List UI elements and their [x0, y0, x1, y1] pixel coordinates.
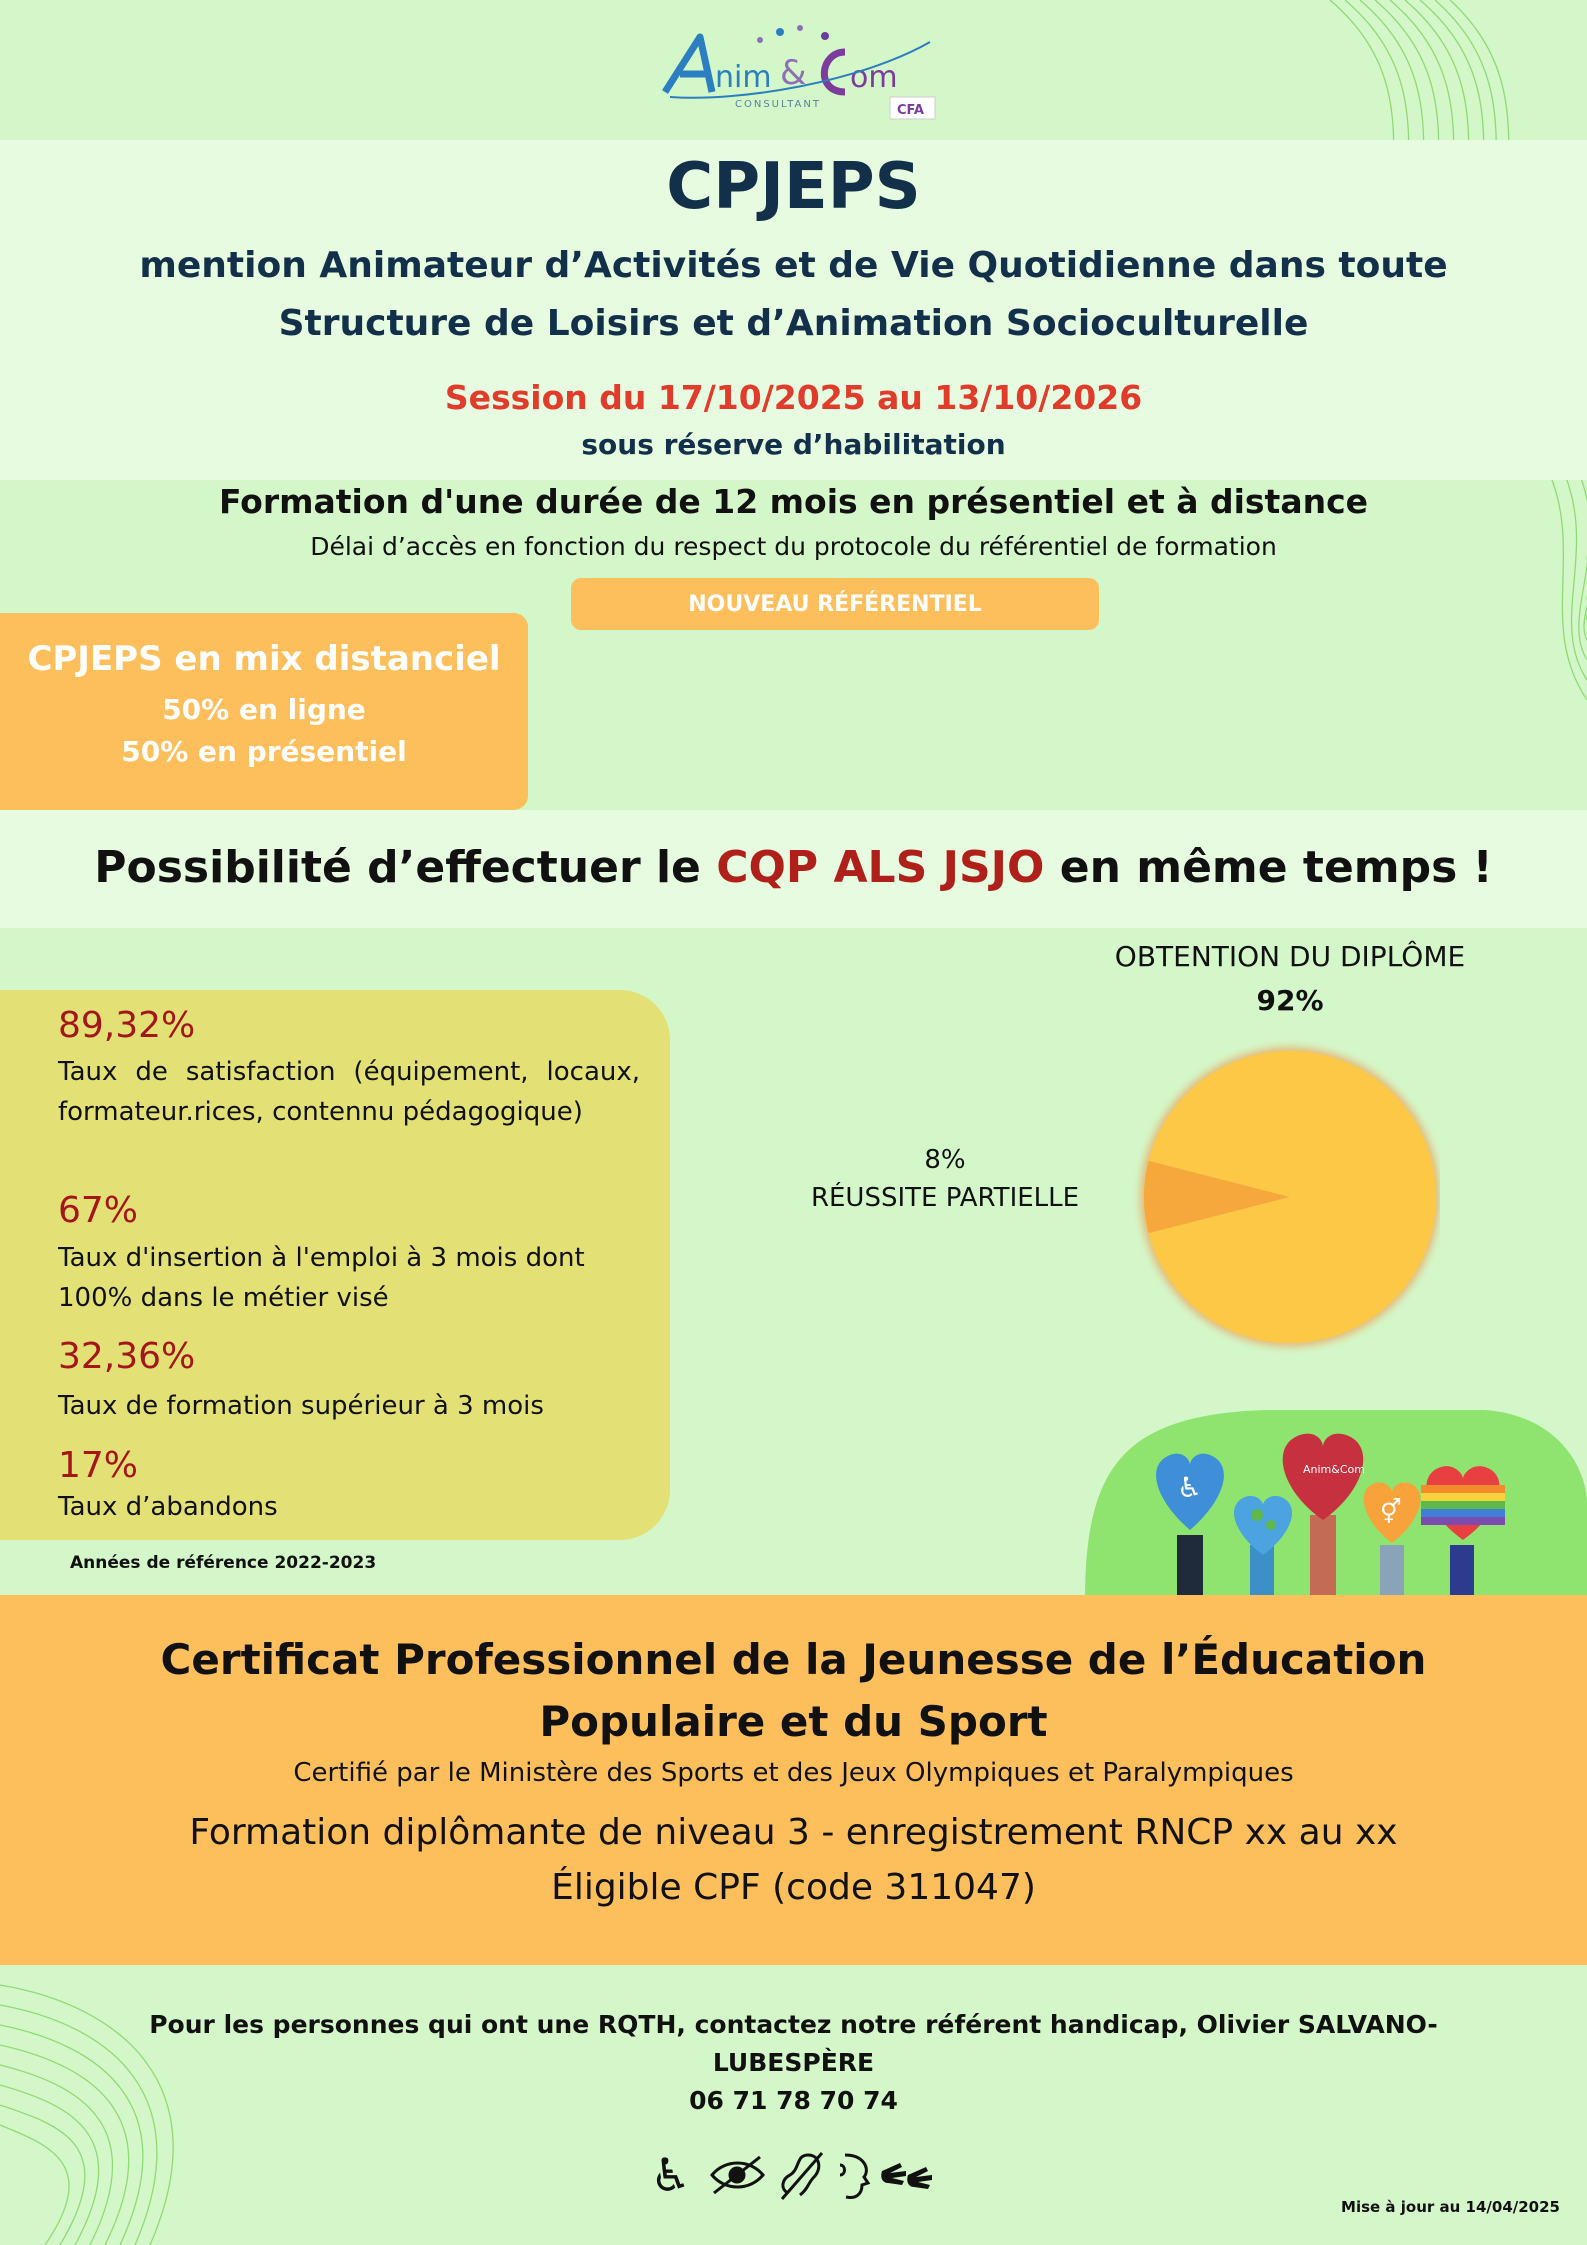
reference-years: Années de référence 2022-2023: [70, 1553, 377, 1573]
wheelchair-icon: [650, 2148, 691, 2202]
svg-text:CONSULTANT: CONSULTANT: [735, 99, 821, 110]
pie-partial-label: RÉUSSITE PARTIELLE: [810, 1183, 1080, 1213]
handicap-phone[interactable]: 06 71 78 70 74: [689, 2086, 898, 2115]
rqth-contact-line-2: LUBESPÈRE: [712, 2048, 875, 2077]
session-dates: Session du 17/10/2025 au 13/10/2026: [444, 378, 1143, 417]
svg-text:Anim&Com: Anim&Com: [1303, 1463, 1365, 1476]
accessibility-icons: [650, 2145, 940, 2205]
mention-line-1: mention Animateur d’Activités et de Vie Quotidienne dans toute: [139, 245, 1448, 286]
stat-satisfaction-label: Taux de satisfaction (équipement, locaux, formateur.rices, contennu pédagogique): [58, 1057, 640, 1127]
svg-text:⚥: ⚥: [1380, 1498, 1402, 1526]
mention-line-2: Structure de Loisirs et d’Animation Socioculturelle: [278, 303, 1309, 344]
access-delay: Délai d’accès en fonction du respect du protocole du référentiel de formation: [310, 532, 1277, 561]
stat-insertion-value: 67%: [58, 1190, 139, 1231]
cognitive-impairment-icon: [840, 2155, 868, 2198]
stat-satisfaction-value: 89,32%: [58, 1005, 196, 1046]
certificate-title-line-1: Certificat Professionnel de la Jeunesse de l’Éducation: [160, 1635, 1427, 1684]
page-title: CPJEPS: [666, 150, 921, 224]
cqp-possibility: [0, 842, 1587, 893]
svg-text:♿: ♿: [1177, 1471, 1203, 1504]
new-referential-badge: NOUVEAU RÉFÉRENTIEL: [571, 578, 1099, 630]
stat-abandon-value: 17%: [58, 1445, 139, 1486]
svg-text:&: &: [780, 53, 807, 93]
stat-insertion-label: Taux d'insertion à l'emploi à 3 mois dont 100% dans le métier visé: [58, 1243, 585, 1313]
hearing-impairment-icon: [782, 2153, 822, 2199]
svg-text:om: om: [850, 60, 898, 95]
mix-distanciel-box: [0, 613, 528, 810]
stat-formation-label: Taux de formation supérieur à 3 mois: [58, 1391, 544, 1421]
habilitation-note: sous réserve d’habilitation: [581, 428, 1006, 461]
sign-language-icon: [881, 2163, 932, 2189]
diversity-hearts-illustration: [1085, 1405, 1587, 1600]
stat-abandon-label: Taux d’abandons: [58, 1492, 278, 1522]
cpf-eligibility: Éligible CPF (code 311047): [551, 1867, 1036, 1908]
cqp-text-after: en même temps !: [1044, 842, 1493, 893]
anim-com-logo: [660, 22, 960, 132]
formation-duration: Formation d'une durée de 12 mois en présentiel et à distance: [218, 482, 1369, 521]
certified-by: Certifié par le Ministère des Sports et des Jeux Olympiques et Paralympiques: [293, 1758, 1294, 1788]
pie-main-percentage: 92%: [1256, 984, 1324, 1017]
mix-presential: 50% en présentiel: [121, 735, 407, 768]
certificate-title-line-2: Populaire et du Sport: [539, 1697, 1048, 1746]
svg-text:CFA: CFA: [897, 103, 924, 118]
visual-impairment-icon: [712, 2157, 763, 2193]
cqp-highlight: CQP ALS JSJO: [716, 842, 1045, 893]
svg-text:♿: ♿: [650, 2148, 692, 2202]
diploma-pie-chart: [1120, 1035, 1440, 1375]
mix-online: 50% en ligne: [162, 693, 366, 726]
certificate-level: Formation diplômante de niveau 3 - enregistrement RNCP xx au xx: [189, 1812, 1398, 1853]
svg-text:nim: nim: [715, 60, 772, 95]
pie-partial-percentage: 8%: [924, 1145, 966, 1175]
pie-title: OBTENTION DU DIPLÔME: [1114, 940, 1466, 973]
stat-formation-value: 32,36%: [58, 1336, 196, 1377]
rqth-contact-line-1: Pour les personnes qui ont une RQTH, contactez notre référent handicap, Olivier SALVANO-: [149, 2010, 1438, 2039]
mix-title: CPJEPS en mix distanciel: [27, 639, 501, 679]
update-date: Mise à jour au 14/04/2025: [1341, 2198, 1560, 2216]
cqp-text-before: Possibilité d’effectuer le: [94, 842, 717, 893]
